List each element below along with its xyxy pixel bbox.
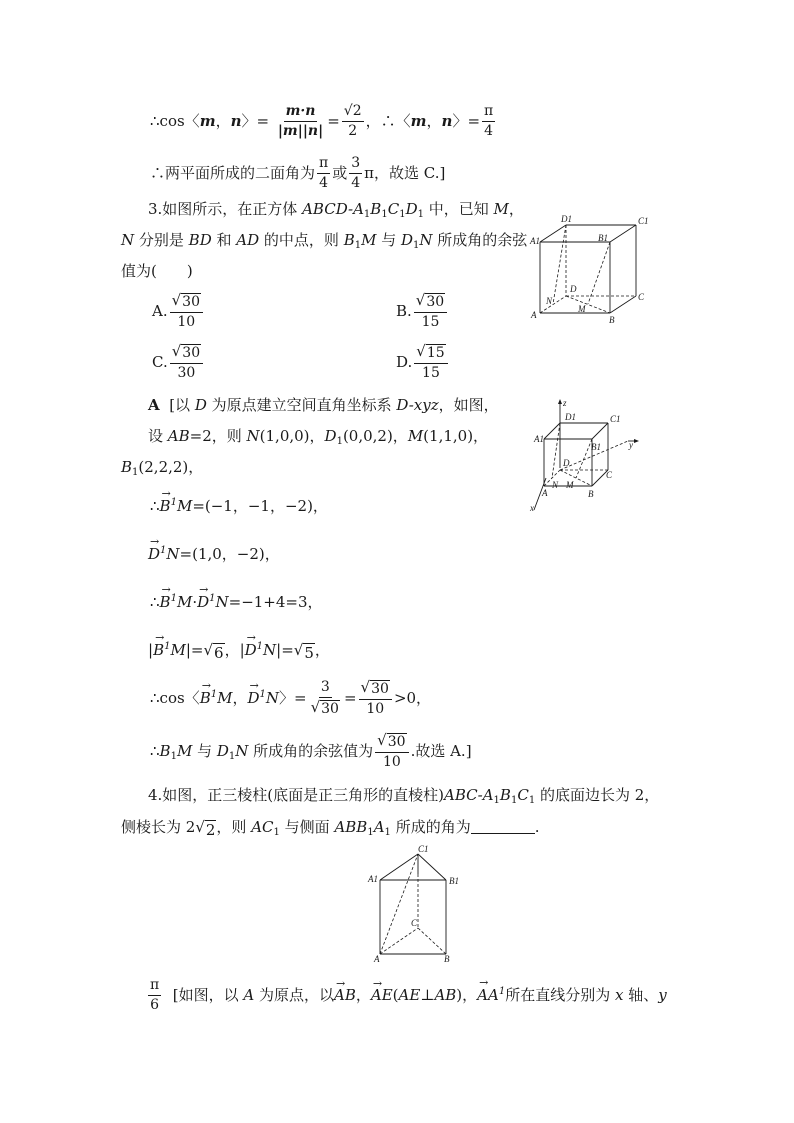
text: 〉= [241,111,270,130]
option-d [396,344,450,382]
q4-line2 [121,819,539,839]
text: .故选 A.] [410,741,472,760]
radicand: 30 [426,294,445,310]
sol3-line4 [150,498,328,514]
fraction [414,293,447,331]
radicand: 30 [387,734,406,750]
sqrt: √ 6 [203,641,224,662]
vector-b1m [160,594,193,610]
fraction [170,293,203,331]
sol3-line8 [150,680,431,718]
fraction-pi4 [317,156,330,192]
radicand: 30 [182,345,201,361]
text: ， [426,111,442,130]
text: B [370,200,382,218]
text: 3.如图所示，在正方体 [148,200,303,218]
denominator: 10 [366,701,385,718]
text: B [153,641,165,659]
label-C1: C1 [418,844,429,854]
text: (1,1,0)， [423,427,489,445]
text: =(−1，−1，−2)， [192,497,328,515]
text: A [243,985,255,1004]
option-letter: C. [152,352,168,371]
label-M: M [566,480,574,490]
sol3-line6 [150,594,323,610]
text: AB [434,985,457,1004]
label-C: C [606,470,613,480]
text: B [121,458,133,476]
subscript: 1 [528,795,536,806]
label-B: B [588,489,594,499]
text: 所成角的余弦值为 [248,741,374,760]
denominator: 15 [421,314,440,331]
subscript: 1 [493,795,500,806]
numerator: √ 30 [170,293,203,313]
option-letter: D. [396,352,413,371]
q3-line1 [148,202,524,220]
cube-coordinate-figure [528,398,646,513]
text: N [246,427,260,445]
text: AE [398,985,421,1004]
text: N [166,545,180,563]
text: D [244,641,257,659]
label-C: C [638,292,645,302]
text: D [194,396,207,414]
subscript: 1 [354,240,362,251]
fraction-pi4 [482,104,495,140]
text: AD [236,231,260,249]
text: (2,2,2)， [138,458,204,476]
text: ABC-A [444,786,494,804]
text: ，| [224,641,245,659]
text: N [419,231,433,249]
vector-d1n [197,594,229,610]
text: ( [392,985,399,1004]
text: B [199,688,211,707]
text: D [324,427,337,445]
text: 4.如图，正三棱柱(底面是正三角形的直棱柱) [148,786,445,804]
sol3-line9 [150,733,472,771]
sol3-line1 [148,398,499,413]
radicand: 2 [205,821,216,839]
text: M [176,741,193,760]
text: ，则 [216,818,252,836]
numerator: π [148,978,161,996]
text: N [121,231,135,249]
sol3-line5 [148,546,280,562]
fraction-mn [276,104,325,140]
text: 与 [192,741,217,760]
subscript: 1 [381,209,388,220]
superscript: 1 [164,641,171,652]
text: M [176,497,193,515]
fraction [375,733,408,771]
text: (0,0,2)， [342,427,408,445]
cube-figure [528,212,656,324]
text: B [499,786,511,804]
vector-ab: → AB [334,988,356,1003]
prism-figure [366,844,466,964]
radicand: 5 [304,644,314,662]
text: =2，则 [189,427,247,445]
vector-d1n [247,690,279,706]
denominator: 4 [351,175,361,192]
text: M [407,427,424,445]
vector-aa1 [477,987,505,1003]
label-C1: C1 [638,216,649,226]
text: =−1+4=3， [228,593,323,611]
label-N: N [546,296,553,306]
text: B [343,231,355,249]
vector-m: m [199,111,216,130]
text: D [405,200,418,218]
numerator: √ 30 [170,344,203,364]
label-D1: D1 [565,412,576,422]
denominator: √ 30 [310,698,339,718]
text: D [197,593,210,611]
sqrt: √ 5 [293,641,314,662]
cos-mn-line [150,104,497,140]
text: B [159,593,171,611]
numerator: π [482,104,495,122]
label-B1: B1 [598,233,608,243]
numerator: √ 15 [414,344,447,364]
option-letter: B. [396,301,412,320]
text: D [216,741,229,760]
denominator: 2 [348,123,358,140]
text: x [614,985,624,1004]
numerator: π [317,156,330,174]
vector-ae: → AE [371,988,393,1003]
fraction [359,680,392,718]
denominator: 10 [177,314,196,331]
label-B: B [444,954,450,964]
text: |= [185,641,204,659]
text: 的中点，则 [259,231,344,249]
z-axis-arrow [558,399,562,404]
radicand: 30 [182,294,200,310]
text: 所成角的余弦 [432,231,528,249]
label-y: y [629,440,633,450]
text: D [247,688,260,707]
text: ，∴〈 [365,111,411,130]
text: 所成的角为 [390,818,471,836]
subscript: 1 [170,750,177,762]
text: A [373,818,385,836]
text: 所在直线分别为 [505,985,615,1004]
text: ∴cos〈 [150,111,200,130]
numerator: √ 30 [414,293,447,313]
label-x: x [530,503,534,513]
text: 轴、 [623,985,659,1004]
text: π，故选 C.] [364,163,446,182]
text: 中，已知 [423,200,494,218]
sol3-line2 [148,429,488,447]
text: N [215,593,229,611]
label-B1: B1 [449,876,459,886]
vector-n: n [441,111,453,130]
superscript: 1 [160,545,167,556]
text: ， [314,641,330,659]
text: AB [167,427,190,445]
text: ∴ [150,497,160,515]
numerator: √2 [342,104,364,122]
subscript: 1 [363,209,371,220]
superscript: 1 [170,593,177,604]
text: · [192,593,198,611]
radicand: 15 [426,345,445,361]
dihedral-conclusion [150,156,445,192]
answer-letter: A [148,396,160,414]
subscript: 1 [510,795,518,806]
option-letter: A. [152,301,168,320]
subscript: 1 [228,750,236,762]
subscript: 1 [273,827,280,838]
y-axis-arrow [634,439,639,443]
text: BD [188,231,212,249]
text: M [493,200,509,218]
text: N [263,641,277,659]
label-D: D [570,284,577,294]
superscript: 1 [209,593,216,604]
superscript: 1 [210,688,218,700]
text: ABB [334,818,368,836]
answer-blank[interactable] [471,819,535,834]
superscript: 1 [256,641,264,652]
denominator: 4 [484,123,494,140]
label-B: B [609,315,615,325]
text: 为原点建立空间直角坐标系 [206,396,397,414]
text: AA [477,985,499,1004]
text: )， [456,985,478,1004]
text: 与 [376,231,401,249]
text: 侧棱长为 2 [121,818,196,836]
text: 设 [148,427,168,445]
fraction [414,344,447,382]
label-C1: C1 [610,414,621,424]
text: D [401,231,414,249]
label-A1: A1 [530,236,540,246]
vector-b1m [160,498,193,514]
fraction [309,680,342,718]
text: M [217,688,233,707]
text: 或 [332,163,348,182]
superscript: 1 [498,985,506,997]
text: ∴ [150,741,160,760]
label-M: M [578,304,586,314]
vector-m: m [410,111,427,130]
sol3-line3 [121,460,203,478]
text: ， [215,111,231,130]
subscript: 1 [384,827,391,838]
label-C: C [411,918,418,928]
label-N: N [552,480,559,490]
q3-line3: 值为( ) [121,262,193,280]
text: y [658,985,667,1004]
text: M [176,593,193,611]
label-D: D [563,458,570,468]
text: M [361,231,377,249]
radicand: 30 [321,701,339,718]
text: ， [355,985,371,1004]
vector-b1m [153,642,186,658]
text: N [235,741,249,760]
numerator: 3 [349,156,362,174]
text: ， [508,200,524,218]
radicand: 30 [371,681,389,697]
text: =(1,0，−2)， [179,545,280,563]
denominator: 6 [150,997,160,1014]
numerator: m·n [284,104,318,122]
text: [以 [169,396,195,414]
label-A1: A1 [368,874,378,884]
text: M [170,641,186,659]
denominator: |m||n| [277,123,324,140]
text: (1,0,0)， [259,427,325,445]
text: 的底面边长为 2， [535,786,660,804]
text: [如图，以 [172,985,244,1004]
option-c [152,344,205,382]
label-D1: D1 [561,214,572,224]
text: 与侧面 [279,818,335,836]
subscript: 1 [413,240,420,251]
numerator: √ 30 [375,733,408,753]
text: |= [276,641,294,659]
text: 〉= [279,688,307,707]
superscript: 1 [259,688,266,700]
subscript: 1 [399,209,406,220]
text: . [534,818,540,836]
text: 〉= [452,111,481,130]
text: | [148,641,154,659]
text: ABCD-A [302,200,364,218]
q3-line2 [121,233,527,251]
vector-d1n [245,642,277,658]
vector-n: n [230,111,242,130]
sol3-line7 [148,642,330,662]
subscript: 1 [336,436,343,447]
text: C [387,200,400,218]
text: 和 [211,231,237,249]
q4-line1 [148,788,659,806]
text: N [265,688,279,707]
subscript: 1 [132,467,139,478]
text: = [343,688,357,707]
text: ， [232,688,248,707]
denominator: 30 [177,365,196,382]
label-A1: A1 [534,434,544,444]
denominator: 4 [319,175,329,192]
label-B1: B1 [591,442,601,452]
text: ∴ [150,593,160,611]
denominator: 15 [422,365,440,382]
label-A: A [531,310,537,320]
fraction [170,344,203,382]
superscript: 1 [170,497,177,508]
text: ，如图， [438,396,499,414]
option-a [152,293,205,331]
text: 分别是 [134,231,189,249]
sqrt: √ 2 [195,818,216,839]
numerator: 3 [319,680,332,698]
fraction-3-4 [349,156,362,192]
label-A: A [542,488,548,498]
text: ∴cos〈 [150,688,200,707]
text: D-xyz [396,396,439,414]
text: = [327,111,340,130]
text: B [159,741,171,760]
text: C [517,786,529,804]
text: B [159,497,171,515]
option-b [396,293,449,331]
text: ∴两平面所成的二面角为 [150,163,316,182]
label-A: A [374,954,380,964]
text: AC [251,818,274,836]
sol4-line1 [146,978,667,1014]
radicand: 6 [214,644,224,662]
text: ⊥ [420,985,435,1004]
subscript: 1 [417,209,424,220]
vector-b1m [200,690,233,706]
vector-d1n [148,546,180,562]
subscript: 1 [367,827,374,838]
denominator: 10 [382,754,401,771]
answer-fraction [148,978,161,1014]
numerator: √ 30 [359,680,392,700]
fraction-sqrt2 [342,104,364,140]
text: 为原点，以 [254,985,334,1004]
text: >0， [393,688,432,707]
text: D [148,545,161,563]
label-z: z [563,398,567,408]
